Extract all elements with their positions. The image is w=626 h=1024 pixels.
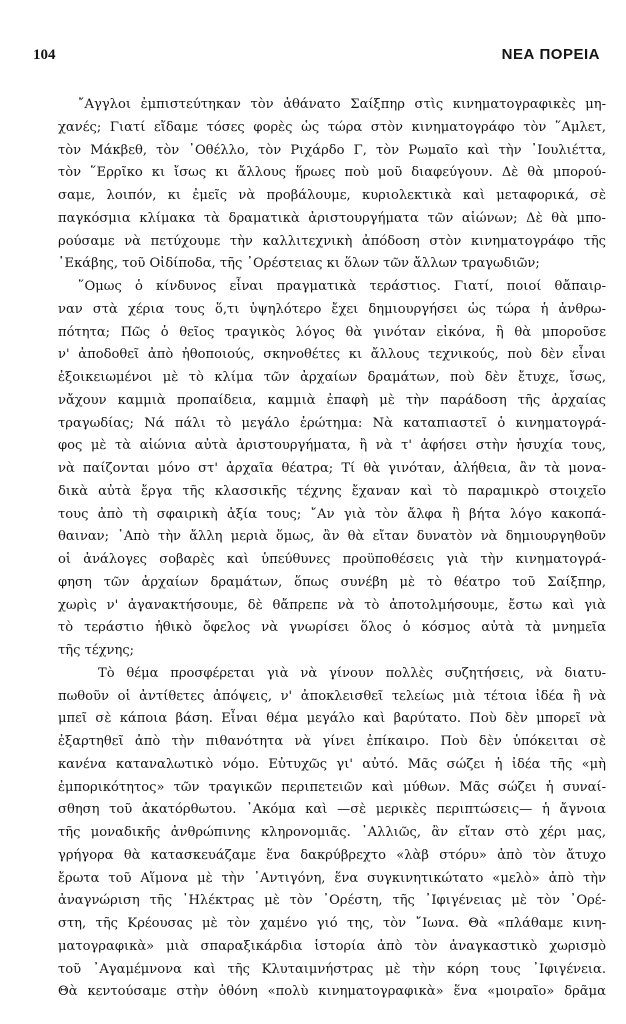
- text-line: τους ἀπὸ τὴ σφαιρικὴ ἀξία τους; ῎Αν γιὰ τὸν ἄλφα ἢ βήτα λόγο κακοπά-: [58, 506, 606, 522]
- text-line: τραγωδίας; Νά πάλι τὸ μεγάλο ἐρώτημα: Νὰ καταπιαστεῖ ὁ κινηματογρά-: [58, 415, 606, 431]
- text-line: στη, τῆς Κρέουσας μὲ τὸν χαμένο γιό της, τὸν ῎Ιωνα. Θὰ «πλάθαμε κινη-: [58, 916, 606, 931]
- text-line: παγκόσμια κλίμακα τὰ δραματικὰ ἀριστουργήματα τῶν αἰώνων; Δὲ θὰ μπο-: [58, 210, 606, 226]
- text-line: πότητα; Πῶς ὁ θεῖος τραγικὸς λόγος θὰ γινόταν εἰκόνα, ἢ θὰ μποροῦσε: [58, 324, 606, 340]
- text-line: τὸ τεράστιο ἠθικὸ ὄφελος νὰ γνωρίσει ὅλος ὁ κόσμος αὐτὰ τὰ μνημεῖα: [58, 620, 606, 636]
- text-line: ματογραφικὰ» μιὰ σπαραξικάρδια ἱστορία ἀπὸ τὸν ἀναγκαστικὸ χωρισμὸ: [58, 938, 606, 954]
- text-line: τῆς μοναδικῆς ἀνθρώπινης κληρονομιᾶς. ᾿Αλλιῶς, ἂν εἴταν στὸ χέρι μας,: [58, 825, 606, 840]
- body-text: [58, 94, 606, 1004]
- text-line: μπεῖ σὲ κάποια βάση. Εἶναι θέμα μεγάλο καὶ βαρύτατο. Ποὺ δὲν μπορεῖ νὰ: [58, 711, 606, 727]
- text-line: σαμε, λοιπόν, κι ἐμεῖς νὰ προβάλουμε, κυριολεκτικὰ καὶ μεταφορικά, σὲ: [58, 188, 606, 203]
- text-line: ρούσαμε νὰ πετύχουμε τὴν καλλιτεχνικὴ ἀπόδοση στὸν κινηματογράφο τῆς: [58, 233, 606, 249]
- text-line: τῆς τέχνης;: [58, 643, 135, 658]
- text-line: τὸν ῞Ερρῖκο κι ἴσως κι ἄλλους ἥρωες ποὺ μοῦ διαφεύγουν. Δὲ θὰ μπορού-: [58, 165, 606, 181]
- text-line: ἐξοικειωμένοι μὲ τὸ κλίμα τῶν ἀρχαίων δραμάτων, ποὺ δὲν ἔτυχε, ἴσως,: [58, 370, 606, 385]
- text-line: φηση τῶν ἀρχαίων δραμάτων, ὅπως συνέβη μὲ τὸ θέατρο τοῦ Σαίξπηρ,: [58, 574, 606, 590]
- text-line: θαιναν; ᾿Απὸ τὴν ἄλλη μεριὰ ὅμως, ἂν θὰ εἴταν δυνατὸν νὰ δημιουργηθοῦν: [58, 529, 606, 545]
- page-number: 104: [33, 47, 56, 63]
- text-line: οἱ ἀνάλογες σοβαρὲς καὶ ὑπεύθυνες προϋποθέσεις γιὰ τὴν κινηματογρά-: [58, 552, 606, 567]
- text-line: ῎Αγγλοι ἐμπιστεύτηκαν τὸν ἀθάνατο Σαίξπηρ στὶς κινηματογραφικὲς μη-: [78, 97, 606, 112]
- text-line: Τὸ θέμα προσφέρεται γιὰ νὰ γίνουν πολλὲς συζητήσεις, νὰ διατυ-: [98, 665, 606, 681]
- text-line: κανένα καταναλωτικὸ νόμο. Εὐτυχῶς γι' αὐτό. Μᾶς σώζει ἡ ἰδέα τῆς «μὴ: [58, 756, 606, 772]
- text-line: ἐξαρτηθεῖ ἀπὸ τὴν πιθανότητα νὰ γίνει ἐπίκαιρο. Ποὺ δὲν ὑπόκειται σὲ: [58, 734, 606, 749]
- text-line: σθηση τοῦ ἀκατόρθωτου. ᾿Ακόμα καὶ —σὲ μερικὲς περιπτώσεις— ἡ ἄγνοια: [58, 802, 606, 818]
- text-line: ἀναγνώριση τῆς ᾿Ηλέκτρας μὲ τὸν ᾿Ορέστη, τῆς ᾿Ιφιγένειας μὲ τὸν ᾿Ορέ-: [58, 893, 606, 909]
- text-line: ναν στὰ χέρια τους ὅ,τι ὑψηλότερο ἔχει δημιουργήσει ὡς τώρα ἡ ἀνθρω-: [58, 301, 606, 317]
- text-line: ἔρωτα τοῦ Αἵμονα μὲ τὴν ᾿Αντιγόνη, ἕνα συγκινητικώτατο «μελὸ» ἀπὸ τὴν: [58, 870, 606, 886]
- text-line: ν' ἀποδοθεῖ ἀπὸ ἠθοποιούς, σκηνοθέτες κι ἄλλους τεχνικούς, ποὺ δὲν εἶναι: [58, 347, 606, 363]
- text-line: χωρὶς ν' ἀγανακτήσουμε, δὲ θἄπρεπε νὰ τὸ ἀποτολμήσουμε, ἔστω καὶ γιὰ: [58, 597, 606, 613]
- running-head: ΝΕΑ ΠΟΡΕΙΑ: [501, 46, 600, 63]
- page-header: [33, 46, 600, 68]
- text-line: πωθοῦν οἱ ἀντίθετες ἀπόψεις, ν' ἀποκλεισθεῖ τελείως μιὰ τέτοια ἰδέα ἢ νὰ: [58, 688, 606, 704]
- text-line: τοῦ ᾿Αγαμέμνονα καὶ τῆς Κλυταιμνήστρας μὲ τὴν κόρη τους ᾿Ιφιγένεια.: [58, 961, 606, 977]
- text-line: τὸν Μάκβεθ, τὸν ᾿Οθέλλο, τὸν Ριχάρδο Γ, τὸν Ρωμαῖο καὶ τὴν ᾿Ιουλιέττα,: [58, 142, 606, 158]
- text-line: ἐμπορικότητος» τῶν τραγικῶν περιπετειῶν καὶ μύθων. Μᾶς σώζει ἡ συναί-: [58, 779, 606, 795]
- text-line: ῞Ομως ὁ κίνδυνος εἶναι πραγματικὰ τεράστιος. Γιατί, ποιοί θἄπαιρ-: [78, 279, 606, 294]
- text-line: χανές; Γιατί εἴδαμε τόσες φορὲς ὡς τώρα στὸν κινηματογράφο τὸν ῞Αμλετ,: [58, 119, 606, 135]
- text-line: νὰ παίζονται μόνο στ' ἀρχαῖα θέατρα; Τί θὰ γινόταν, ἀλήθεια, ἂν τὰ μονα-: [58, 461, 606, 476]
- text-line: νἄχουν καμμιὰ προπαίδεια, καμμιὰ ἐπαφὴ μὲ τὴν παράδοση τῆς ἀρχαίας: [58, 392, 606, 408]
- text-line: ῾Εκάβης, τοῦ Οἰδίποδα, τῆς ᾿Ορέστειας κι ὅλων τῶν ἄλλων τραγωδιῶν;: [58, 256, 540, 272]
- text-line: δικὰ αὐτὰ ἔργα τῆς κλασσικῆς τέχνης ἔχαναν καὶ τὸ παραμικρὸ στοιχεῖο: [58, 483, 606, 499]
- text-line: φος μὲ τὰ αἰώνια αὐτὰ ἀριστουργήματα, ἢ νὰ τ' ἀφήσει στὴν ἡσυχία τους,: [58, 438, 606, 454]
- text-line: Θὰ κεντούσαμε στὴν ὀθόνη «πολὺ κινηματογραφικὰ» ἕνα «μοιραῖο» δρᾶμα: [58, 984, 606, 1000]
- text-line: γρήγορα θὰ κατασκευάζαμε ἕνα δακρύβρεχτο «λὰβ στόρυ» ἀπὸ τὸν ἄτυχο: [58, 847, 606, 863]
